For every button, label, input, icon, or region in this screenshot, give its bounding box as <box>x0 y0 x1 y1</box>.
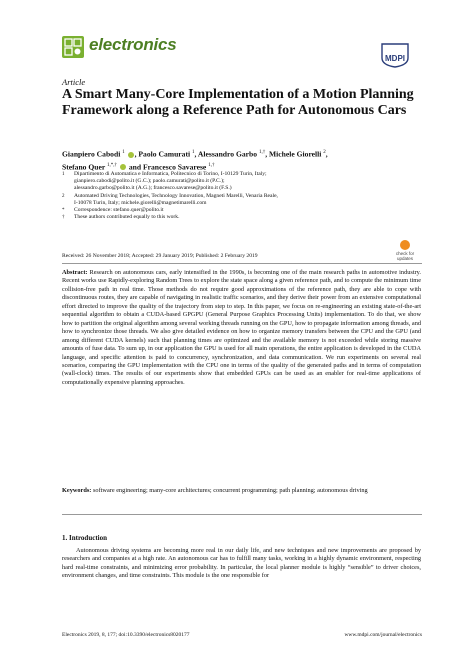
keywords <box>62 487 421 495</box>
divider <box>62 514 422 515</box>
affiliation-line: Dipartimento di Automatica e Informatica, Politecnico di Torino, I-10129 Turin, Italy; <box>74 171 267 177</box>
journal-logo-icon <box>62 36 84 58</box>
author-affiliation-mark: 1,*,† <box>107 162 118 168</box>
abstract-label: Abstract: <box>62 269 88 276</box>
affiliation-mark: 1 <box>62 172 65 177</box>
abstract-text: Research on autonomous cars, early intensified in the 1990s, is becoming one of the main research paths in automotive industry. Recent works use Rapidly-exploring Random Trees to explore the state space along a given reference path, and to compute the minimum time collision-free path in real time. Those methods do not require good approximations of the reference path, they are able to cope with discontinuous routes, they are capable of navigating in realistic traffic scenarios, and they derive their power from an extensive computational effort directed to improve the quality of the trajectory from step to step. In this paper, we focus on re-engineering an existing state-of-the-art sequential algorithm to obtain a CUDA-based GPGPU (General Purpose Graphics Processing Units) implementation. To do that, we show how to partition the original algorithm among several working threads running on the GPU, how to propagate information among threads, and how to synchronize those threads. We also give detailed evidence on how to organize memory transfers between the CPU and the GPU (and among different CUDA kernels) such that planning times are optimized and the available memory is not exceeded while storing massive amounts of fuse data. To sum up, in our application the GPU is used for all main operations, the entire application is developed in the CUDA language, and specific attention is paid to concurrency, synchronization, and data communication. We run experiments on several real scenarios, comparing the GPU implementation with the CPU one in terms of the quality of the generated paths and in terms of computation (wall-clock) times. The results of our experiments show that embedded GPUs can be used as an enabler for real-time applications of computationally expensive planning approaches. <box>62 269 421 386</box>
intro-paragraph: Autonomous driving systems are becoming more real in our daily life, and new techniques and new improvements are proposed by researchers and companies at a high rate. An autonomous car has to fulfill many tasks, working in a highly dynamic environment, respecting hard real-time constraints, and minimizing error probability. In particular, the local planner module is highly “sensible” to driver choices, environment changes, and time constraints. This module is the one responsible for <box>62 547 421 580</box>
affiliation-line: gianpiero.cabodi@polito.it (G.C.); paolo.camurati@polito.it (P.C.); <box>74 178 225 185</box>
affiliation-line: alessandro.garbo@polito.it (A.G.); francesco.savarese@polito.it (F.S.) <box>74 185 232 192</box>
footer-journal-link[interactable]: www.mdpi.com/journal/electronics <box>344 632 422 638</box>
author-affiliation-mark: 1 <box>122 150 125 155</box>
mdpi-logo <box>378 42 412 68</box>
footer-citation <box>62 632 190 638</box>
keywords-text: software engineering; many-core architectures; concurrent programming; path planning; autonomous driving <box>92 487 368 494</box>
equal-contribution-note <box>62 214 422 221</box>
author-name: Alessandro Garbo <box>197 149 258 159</box>
check-for-updates-button[interactable] <box>388 240 422 262</box>
note-line: These authors contributed equally to this work. <box>74 214 180 221</box>
orcid-icon[interactable] <box>120 164 126 170</box>
author-affiliation-mark: 1,† <box>208 162 215 168</box>
affiliation-mark: 2 <box>62 193 65 199</box>
affiliations <box>62 171 422 221</box>
author-name: Michele Giorelli <box>269 149 322 159</box>
orcid-icon[interactable] <box>128 152 134 158</box>
author-name: Paolo Camurati <box>138 149 191 159</box>
author-list: Gianpiero Cabodi $^1$ , Paolo Camurati $^1$, Alessandro Garbo $^{1,\dagger}$, Michele Giorelli $^2$, Stefano Quer $^{1,*,\dagger}$ and Francesco Savarese $^{1,\dagger}$ <box>62 149 328 172</box>
abstract <box>62 269 421 387</box>
affiliation-mark: * <box>62 208 65 214</box>
publisher-name: MDPI <box>385 54 405 63</box>
section-heading: 1. Introduction <box>62 534 107 542</box>
author-name: Francesco Savarese <box>142 162 207 172</box>
author-name: Gianpiero Cabodi <box>62 149 121 159</box>
correspondence-line[interactable]: Correspondence: stefano.quer@polito.it <box>74 207 164 214</box>
journal-name: electronics <box>89 35 177 54</box>
author-affiliation-mark: 1,† <box>258 150 266 155</box>
article-type: Article <box>62 77 86 87</box>
affiliation-line: Automated Driving Technologies, Technology Innovation, Magneti Marelli, Venaria Reale, <box>74 192 278 199</box>
affiliation-2 <box>62 193 422 207</box>
author-affiliation-mark: 1 <box>192 150 195 155</box>
affiliation-line: I-10078 Turin, Italy; michele.giorelli@magnetimarelli.com <box>74 199 207 206</box>
publication-dates: Received: 26 November 2018; Accepted: 29 January 2019; Published: 2 February 2019 <box>62 253 258 259</box>
check-updates-label: check for updates <box>395 251 415 261</box>
affiliation-mark: † <box>62 215 65 221</box>
divider <box>62 263 422 264</box>
author-affiliation-mark: 2 <box>323 150 326 155</box>
author-name: Stefano Quer <box>62 162 106 172</box>
check-updates-icon <box>400 240 410 250</box>
footer-citation-text: Electronics 2019, 8, 177; doi:10.3390/electronics8020177 <box>62 632 190 638</box>
keywords-label: Keywords: <box>62 487 92 494</box>
correspondence <box>62 207 422 214</box>
paper-title: A Smart Many-Core Implementation of a Motion Planning Framework along a Reference Path for Autonomous Cars <box>62 87 414 118</box>
affiliation-1 <box>62 171 422 193</box>
